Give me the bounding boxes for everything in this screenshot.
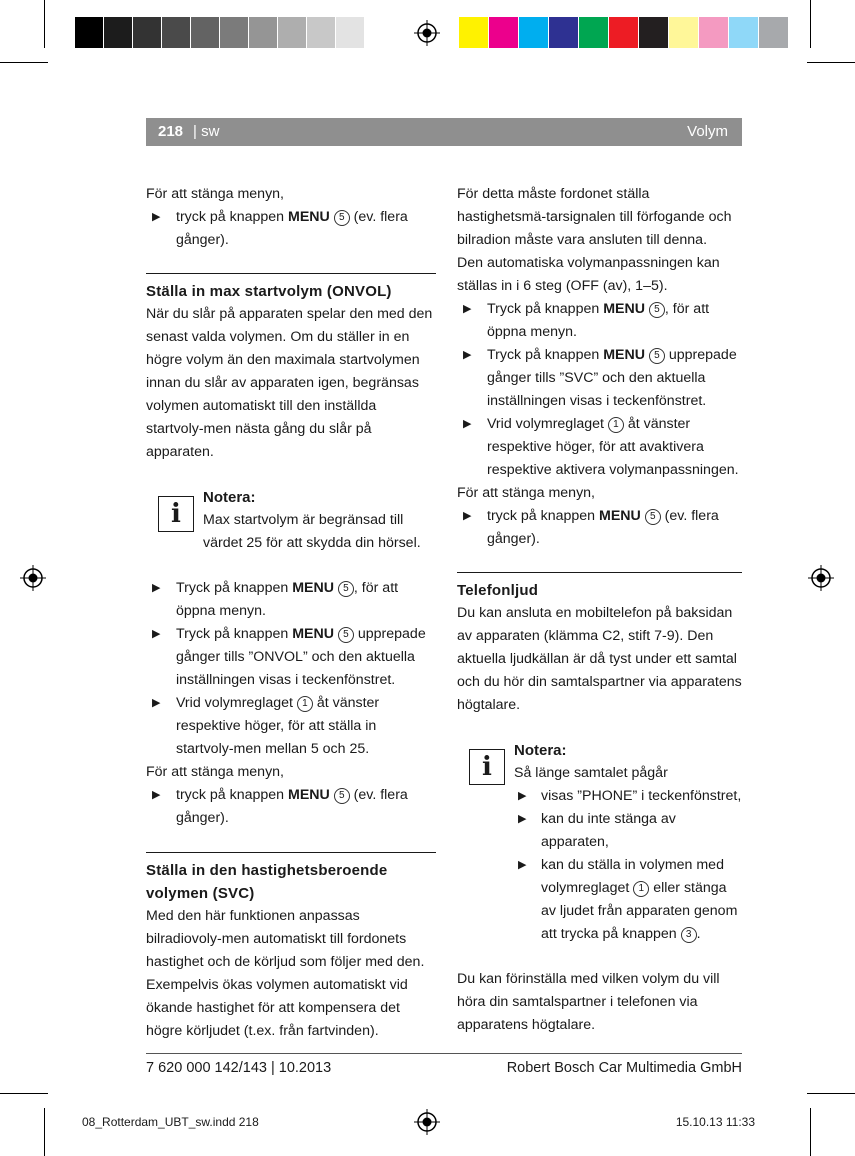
bullet-item: ▶ Vrid volymreglaget 1 åt vänster respektive höger, för att ställa in startvoly-men mellan 5 och 25. (146, 692, 436, 761)
paragraph: För att stänga menyn, (457, 485, 596, 501)
crop-mark (810, 0, 811, 48)
gray-swatch (249, 17, 278, 48)
footer-company: Robert Bosch Car Multimedia GmbH (506, 1060, 742, 1076)
control-number-badge: 5 (338, 581, 354, 597)
gray-swatch (307, 17, 336, 48)
note-text: Så länge samtalet pågår (514, 765, 668, 781)
bullet-item: ▶ tryck på knappen MENU 5 (ev. flera gånger). (457, 505, 742, 551)
paragraph: För att stänga menyn, (146, 186, 285, 202)
note-bullet-item: ▶ visas ”PHONE” i teckenfönstret, (514, 785, 742, 808)
control-number-badge: 5 (338, 627, 354, 643)
crop-mark (807, 1093, 855, 1094)
gray-swatch (133, 17, 162, 48)
color-swatch (639, 17, 669, 48)
note-text: Max startvolym är begränsad till värdet 25 för att skydda din hörsel. (203, 512, 421, 551)
note-bullet-item: ▶ kan du inte stänga av apparaten, (514, 808, 742, 854)
color-swatch (579, 17, 609, 48)
color-swatch (699, 17, 729, 48)
bullet-item: ▶ tryck på knappen MENU 5 (ev. flera gånger). (146, 206, 436, 252)
gray-swatch (75, 17, 104, 48)
slug-date: 15.10.13 11:33 (675, 1115, 755, 1129)
paragraph: För detta måste fordonet ställa hastighetsmä-tarsignalen till förfogande och bilradion måste vara ansluten till denna. (457, 186, 732, 248)
paragraph: Den automatiska volymanpassningen kan ställas in i 6 steg (OFF (av), 1–5). (457, 255, 720, 294)
right-column (457, 183, 742, 1037)
color-swatch (759, 17, 789, 48)
arrow-bullet-icon: ▶ (152, 789, 161, 801)
control-number-badge: 1 (608, 417, 624, 433)
note-box (457, 739, 742, 946)
arrow-bullet-icon: ▶ (152, 211, 161, 223)
bullet-item: ▶ Vrid volymreglaget 1 åt vänster respektive höger, för att avaktivera respektive aktivera volymanpassningen. (457, 413, 742, 482)
section-heading: Telefonljud (457, 572, 742, 602)
page-header (146, 118, 742, 146)
info-icon: i (158, 496, 194, 532)
language-code: | sw (193, 123, 220, 140)
paragraph: Du kan ansluta en mobiltelefon på baksidan av apparaten (klämma C2, stift 7-9). Den aktuella ljudkällan är då tyst under ett samtal och du hör din samtalspartner via apparatens högtalare. (457, 605, 742, 713)
control-number-badge: 1 (297, 696, 313, 712)
bullet-item: ▶ tryck på knappen MENU 5 (ev. flera gånger). (146, 784, 436, 830)
gray-swatch (220, 17, 249, 48)
control-number-badge: 5 (649, 348, 665, 364)
gray-swatch (278, 17, 307, 48)
page-number: 218 (158, 123, 184, 140)
bullet-item: ▶ Tryck på knappen MENU 5 , för att öppna menyn. (146, 577, 436, 623)
note-box (146, 486, 436, 555)
arrow-bullet-icon: ▶ (518, 859, 527, 871)
gray-swatch (104, 17, 133, 48)
bullet-item: ▶ Tryck på knappen MENU 5 upprepade gånger tills ”SVC” och den aktuella inställningen visas i teckenfönstret. (457, 344, 742, 413)
arrow-bullet-icon: ▶ (152, 582, 161, 594)
registration-mark-icon (414, 1109, 440, 1135)
arrow-bullet-icon: ▶ (152, 628, 161, 640)
crop-mark (810, 1108, 811, 1156)
color-swatch (549, 17, 579, 48)
gray-swatch (336, 17, 365, 48)
crop-mark (807, 62, 855, 63)
arrow-bullet-icon: ▶ (463, 510, 472, 522)
arrow-bullet-icon: ▶ (463, 418, 472, 430)
footer-rule (146, 1053, 742, 1054)
color-swatch (669, 17, 699, 48)
control-number-badge: 5 (334, 788, 350, 804)
registration-mark-icon (414, 20, 440, 46)
crop-mark (44, 0, 45, 48)
paragraph: För att stänga menyn, (146, 764, 285, 780)
paragraph: När du slår på apparaten spelar den med den senast valda volymen. Om du ställer in en högre volym än den maximala startvolymen innan du slår av apparaten igen, begränsas volymen automatiskt till den inställda startvoly-men nästa gång du slår på apparaten. (146, 306, 433, 460)
arrow-bullet-icon: ▶ (463, 349, 472, 361)
color-swatch (489, 17, 519, 48)
footer-doc-number: 7 620 000 142/143 | 10.2013 (146, 1060, 332, 1076)
color-swatch (459, 17, 489, 48)
control-number-badge: 5 (649, 302, 665, 318)
bullet-item: ▶ Tryck på knappen MENU 5 upprepade gånger tills ”ONVOL” och den aktuella inställningen visas i teckenfönstret. (146, 623, 436, 692)
gray-swatch (191, 17, 220, 48)
arrow-bullet-icon: ▶ (518, 790, 527, 802)
gray-swatch (162, 17, 191, 48)
color-swatch (729, 17, 759, 48)
note-title: Notera: (514, 742, 567, 759)
color-swatch (519, 17, 549, 48)
paragraph: Med den här funktionen anpassas bilradiovoly-men automatiskt till fordonets hastighet och de körljud som följer med den. Exempelvis ökas volymen automatiskt vid ökande hastighet för att kompensera det högre körljudet (t.ex. från fartvinden). (146, 908, 425, 1039)
process-color-bar (459, 17, 789, 48)
crop-mark (44, 1108, 45, 1156)
gray-swatch (365, 17, 394, 48)
slug-filename: 08_Rotterdam_UBT_sw.indd 218 (82, 1115, 259, 1129)
registration-mark-icon (20, 565, 46, 591)
bullet-item: ▶ Tryck på knappen MENU 5 , för att öppna menyn. (457, 298, 742, 344)
gray-color-bar (75, 17, 394, 48)
note-bullet-item: ▶ kan du ställa in volymen med volymreglaget 1 eller stänga av ljudet från apparaten genom att trycka på knappen 3 . (514, 854, 742, 946)
registration-mark-icon (808, 565, 834, 591)
control-number-badge: 1 (633, 881, 649, 897)
arrow-bullet-icon: ▶ (463, 303, 472, 315)
arrow-bullet-icon: ▶ (518, 813, 527, 825)
paragraph: Du kan förinställa med vilken volym du vill höra din samtalspartner i telefonen via apparatens högtalare. (457, 971, 720, 1033)
section-heading: Ställa in max startvolym (ONVOL) (146, 273, 436, 303)
section-title: Volym (687, 123, 728, 140)
control-number-badge: 3 (681, 927, 697, 943)
section-heading: Ställa in den hastighetsberoende volymen (SVC) (146, 852, 436, 905)
crop-mark (0, 62, 48, 63)
control-number-badge: 5 (334, 210, 350, 226)
left-column (146, 183, 436, 1043)
color-swatch (609, 17, 639, 48)
crop-mark (0, 1093, 48, 1094)
control-number-badge: 5 (645, 509, 661, 525)
arrow-bullet-icon: ▶ (152, 697, 161, 709)
info-icon: i (469, 749, 505, 785)
note-title: Notera: (203, 489, 256, 506)
